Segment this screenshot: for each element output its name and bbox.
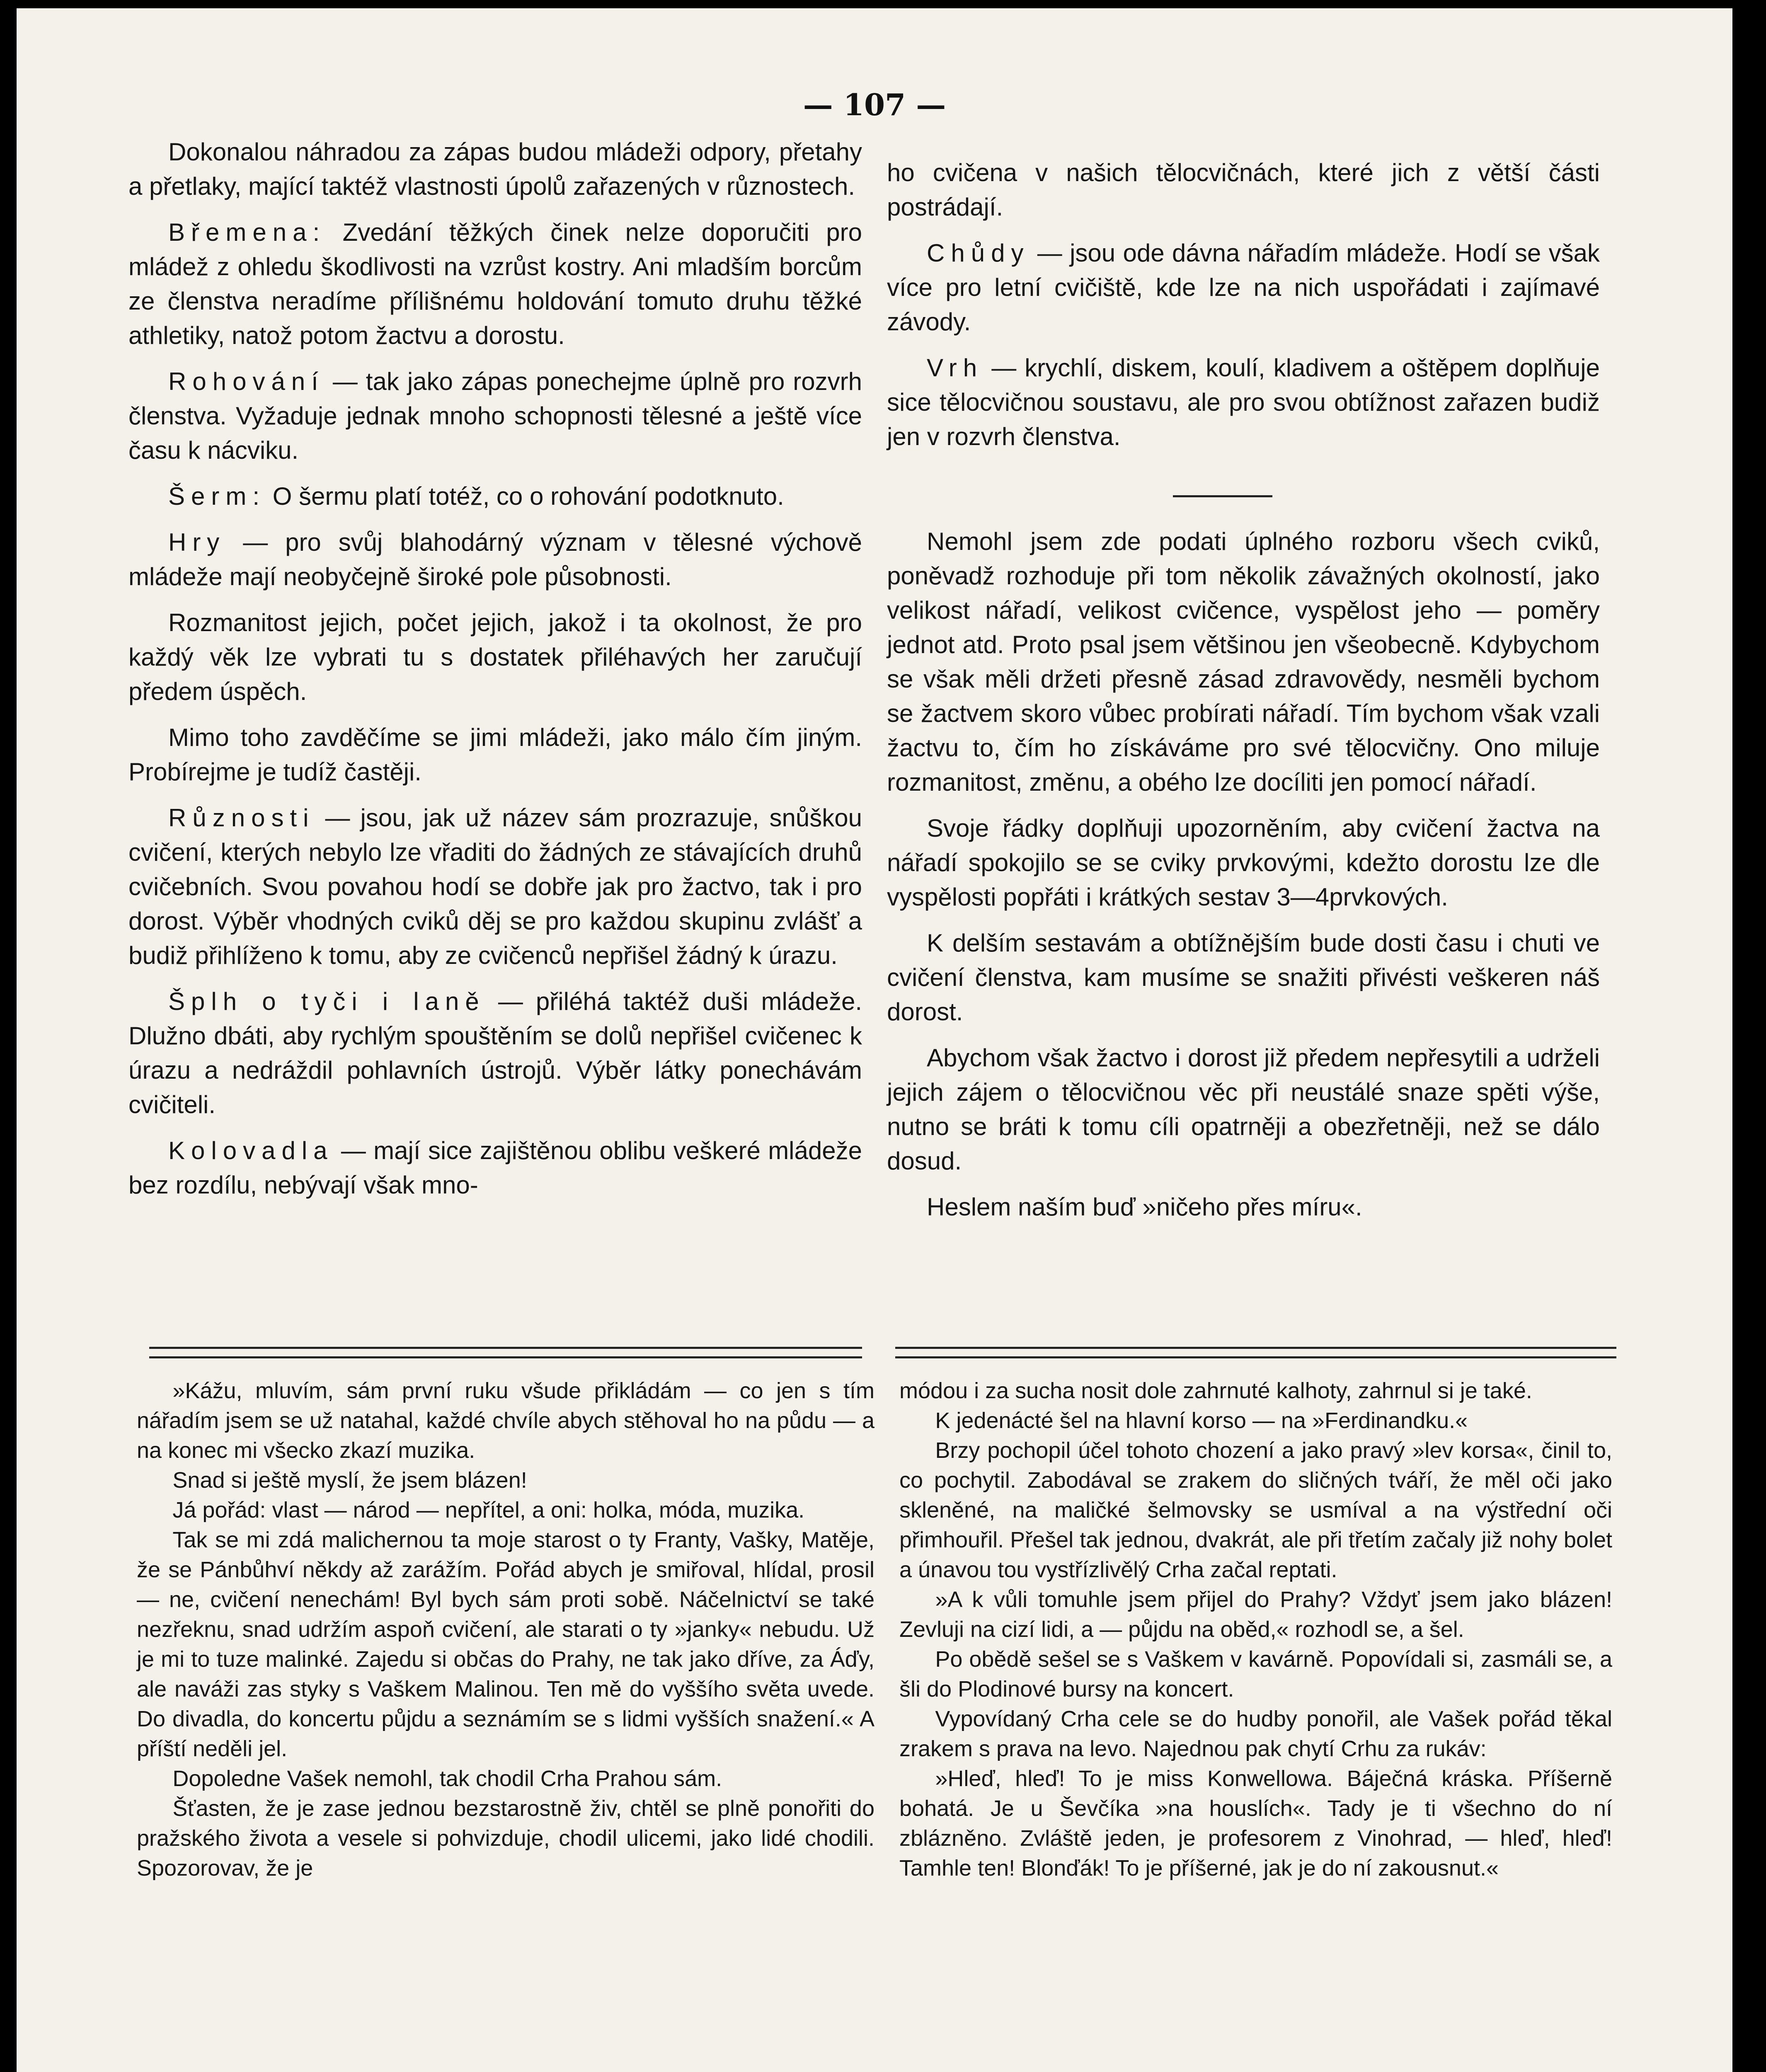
article-column-left: [128, 135, 862, 1214]
paragraph: [887, 351, 1600, 454]
paragraph: Já pořád: vlast — národ — nepřítel, a oni: holka, móda, muzika.: [172, 1498, 805, 1523]
story-column-left: [137, 1376, 875, 1883]
paragraph-text: — jsou ode dávna nářadím mládeže. Hodí se však více pro letní cvičiště, kde lze na nich uspořádati i zajímavé závody.: [887, 239, 1600, 336]
paragraph-text: K jedenácté šel na hlavní korso — na »Ferdinandku.«: [935, 1408, 1468, 1433]
page-number: — 107 —: [803, 87, 946, 122]
paragraph-text: — tak jako zápas ponechejme úplně pro rozvrh členstva. Vyžaduje jednak mnoho schopnosti tělesné a ještě více času k nácviku.: [128, 368, 862, 464]
paragraph: [899, 1644, 1612, 1704]
paragraph-text: Brzy pochopil účel tohoto chození a jako pravý »lev korsa«, činil to, co pochytil. Zabodával se zrakem do sličných tváří, že měl oči jako skleněné, na maličké šelmovsky se usmíval a na výstřední oči přimhouřil. Přešel tak jednou, dvakrát, ale při třetím začaly již nohy bolet a únavou tou vystřízlivělý Crha začal reptati.: [899, 1438, 1612, 1582]
paragraph: [128, 984, 862, 1122]
paragraph-text: O šermu platí totéž, co o rohování podotknuto.: [266, 482, 784, 510]
paragraph-text: — mají sice zajištěnou oblibu veškeré mládeže bez rozdílu, nebývají však mno-: [128, 1137, 862, 1199]
paragraph-text: Svoje řádky doplňuji upozorněním, aby cvičení žactva na nářadí spokojilo se se cviky prvkovými, kdežto dorostu lze dle vyspělosti popřáti i krátkých sestav 3—4prvkových.: [887, 814, 1600, 911]
paragraph: [128, 135, 862, 203]
paragraph-text: Heslem naším buď »ničeho přes míru«.: [927, 1193, 1362, 1221]
paragraph: Dopoledne Vašek nemohl, tak chodil Crha Prahou sám.: [172, 1766, 722, 1791]
paragraph-heading: Různosti: [168, 804, 315, 832]
paragraph-text: »A k vůli tomuhle jsem přijel do Prahy? Vždyť jsem jako blázen! Zevluji na cizí lidi, a — půjdu na oběd,« rozhodl se, a šel.: [899, 1587, 1612, 1642]
paragraph: [887, 1041, 1600, 1178]
paragraph-text: módou i za sucha nosit dole zahrnuté kalhoty, zahrnul si je také.: [899, 1378, 1532, 1403]
paragraph: [887, 236, 1600, 339]
paragraph-text: Mimo toho zavděčíme se jimi mládeži, jako málo čím jiným. Probírejme je tudíž častěji.: [128, 724, 862, 786]
paragraph: [128, 525, 862, 594]
paragraph-heading: Břemena:: [168, 218, 326, 246]
paragraph-heading: Hry: [168, 528, 226, 556]
paragraph: [887, 811, 1600, 914]
story-column-right: [899, 1376, 1612, 1883]
paragraph-text: ho cvičena v našich tělocvičnách, které jich z větší části postrádají.: [887, 159, 1600, 221]
paragraph-text: K delším sestavám a obtížnějším bude dosti času i chuti ve cvičení členstva, kam musíme se snažiti přivésti veškeren náš dorost.: [887, 929, 1600, 1026]
paragraph: [887, 524, 1600, 799]
paragraph-text: Dokonalou náhradou za zápas budou mládeži odpory, přetahy a přetlaky, mající taktéž vlastnosti úpolů zařazených v různostech.: [128, 138, 862, 200]
paragraph: [899, 1435, 1612, 1585]
paragraph-text: Abychom však žactvo i dorost již předem nepřesytili a udrželi jejich zájem o tělocvičnou věc při neustálé snaze spěti výše, nutno se bráti k tomu cíli opatrněji a obezřetněji, než se dálo dosud.: [887, 1044, 1600, 1175]
paragraph: [887, 155, 1600, 224]
magazine-page: [17, 8, 1732, 2072]
double-rule-left: [149, 1347, 862, 1358]
section-divider: [1173, 495, 1272, 497]
paragraph-text: Rozmanitost jejich, počet jejich, jakož i ta okolnost, že pro každý věk lze vybrati tu s dostatek přiléhavých her zaručují předem úspěch.: [128, 609, 862, 705]
paragraph-text: — pro svůj blahodárný význam v tělesné výchově mládeže mají neobyčejně široké pole působnosti.: [128, 528, 862, 591]
paragraph-text: Po obědě sešel se s Vaškem v kavárně. Popovídali si, zasmáli se, a šli do Plodinové bursy na koncert.: [899, 1647, 1612, 1702]
paragraph: [128, 720, 862, 789]
paragraph-text: — krychlí, diskem, koulí, kladivem a oštěpem doplňuje sice tělocvičnou soustavu, ale pro svou obtížnost zařazen budiž jen v rozvrh členstva.: [887, 354, 1600, 450]
paragraph-text: Vypovídaný Crha cele se do hudby ponořil, ale Vašek pořád těkal zrakem s prava na levo. Najednou pak chytí Crhu za rukáv:: [899, 1706, 1612, 1761]
paragraph-heading: Šplh o tyči i laně: [168, 988, 485, 1015]
paragraph: [128, 801, 862, 973]
paragraph: »Kážu, mluvím, sám první ruku všude přikládám — co jen s tím nářadím jsem se už natahal, každé chvíle abych stěhoval ho na půdu — a na konec mi všecko zkazí muzika.: [137, 1378, 875, 1463]
paragraph-text: — jsou, jak už název sám prozrazuje, snůškou cvičení, kterých nebylo lze vřaditi do žádných ze stávajících druhů cvičebních. Svou povahou hodí se dobře jak pro žactvo, tak i pro dorost. Výběr vhodných cviků děj se pro každou skupinu zvlášť a budiž přihlíženo k tomu, aby ze cvičenců nepřišel žádný k úrazu.: [128, 804, 862, 969]
paragraph-text: — přiléhá taktéž duši mládeže. Dlužno dbáti, aby rychlým spouštěním se dolů nepřišel cvičenec k úrazu a nedráždil pohlavních ústrojů. Výběr látky ponechávám cvičiteli.: [128, 988, 862, 1118]
paragraph-text: Nemohl jsem zde podati úplného rozboru všech cviků, poněvadž rozhoduje při tom několik závažných okolností, jako velikost nářadí, velikost cvičence, vyspělost jeho — poměry jednot atd. Proto psal jsem většinou jen všeobecně. Kdybychom se však měli držeti přesně zásad zdravovědy, nesměli bychom se žactvem skoro vůbec probírati nářadí. Tím bychom však vzali žactvu to, čím ho získáváme pro své tělocvičny. Ono miluje rozmanitost, změnu, a obého lze docíliti jen pomocí nářadí.: [887, 528, 1600, 796]
paragraph-heading: Kolovadla: [168, 1137, 334, 1164]
paragraph: [899, 1376, 1612, 1406]
paragraph: Šťasten, že je zase jednou bezstarostně živ, chtěl se plně ponořiti do pražského života a vesele si pohvizdujе, chodil ulicemi, jako lidé chodili. Spozorovav, že je: [137, 1796, 875, 1881]
article-column-right: [887, 155, 1600, 1236]
paragraph: [128, 1133, 862, 1202]
paragraph: [899, 1764, 1612, 1883]
paragraph: [899, 1704, 1612, 1764]
paragraph: [128, 479, 862, 513]
paragraph: Tak se mi zdá malichernou ta moje starost o ty Franty, Vašky, Matěje, že se Pánbůhví někdy až zarážím. Pořád abych je smiřoval, hlídal, prosil — ne, cvičení nenechám! Byl bych sám proti sobě. Náčelnictví se také nezřeknu, snad udržím aspoň cvičení, ale starati o ty »janky« nebudu. Už je mi to tuze malinké. Zajedu si občas do Prahy, ne tak jako dříve, za Áďy, ale naváži zas styky s Vaškem Malinou. Ten mě do vyššího světa uvede. Do divadla, do koncertu půjdu a seznámím se s lidmi vyšších snažení.« A příští neděli jel.: [137, 1527, 875, 1761]
paragraph: [128, 364, 862, 467]
paragraph-heading: Chůdy: [927, 239, 1030, 267]
paragraph: [128, 215, 862, 353]
double-rule-right: [895, 1347, 1616, 1358]
paragraph: Snad si ještě myslí, že jsem blázen!: [172, 1468, 527, 1493]
paragraph-text: Zvedání těžkých činek nelze doporučiti pro mládež z ohledu škodlivosti na vzrůst kostry. Ani mladším borcům ze členstva neradíme přílišnému holdování tomuto druhu těžké athletiky, natož potom žactvu a dorostu.: [128, 218, 862, 349]
paragraph: [128, 605, 862, 709]
paragraph-heading: Šerm:: [168, 482, 266, 510]
paragraph-text: »Hleď, hleď! To je miss Konwellowa. Báječná kráska. Příšerně bohatá. Je u Ševčíka »na houslích«. Tady je ti všechno do ní zblázněno. Zvláště jeden, je profesorem z Vinohrad, — hleď, hleď! Tamhle ten! Blonďák! To je příšerné, jak je do ní zakousnut.«: [899, 1766, 1612, 1881]
paragraph-heading: Rohování: [168, 368, 325, 395]
paragraph-heading: Vrh: [927, 354, 984, 382]
paragraph: [887, 926, 1600, 1029]
paragraph: [887, 1190, 1600, 1224]
paragraph: [899, 1406, 1612, 1435]
paragraph: [899, 1585, 1612, 1644]
